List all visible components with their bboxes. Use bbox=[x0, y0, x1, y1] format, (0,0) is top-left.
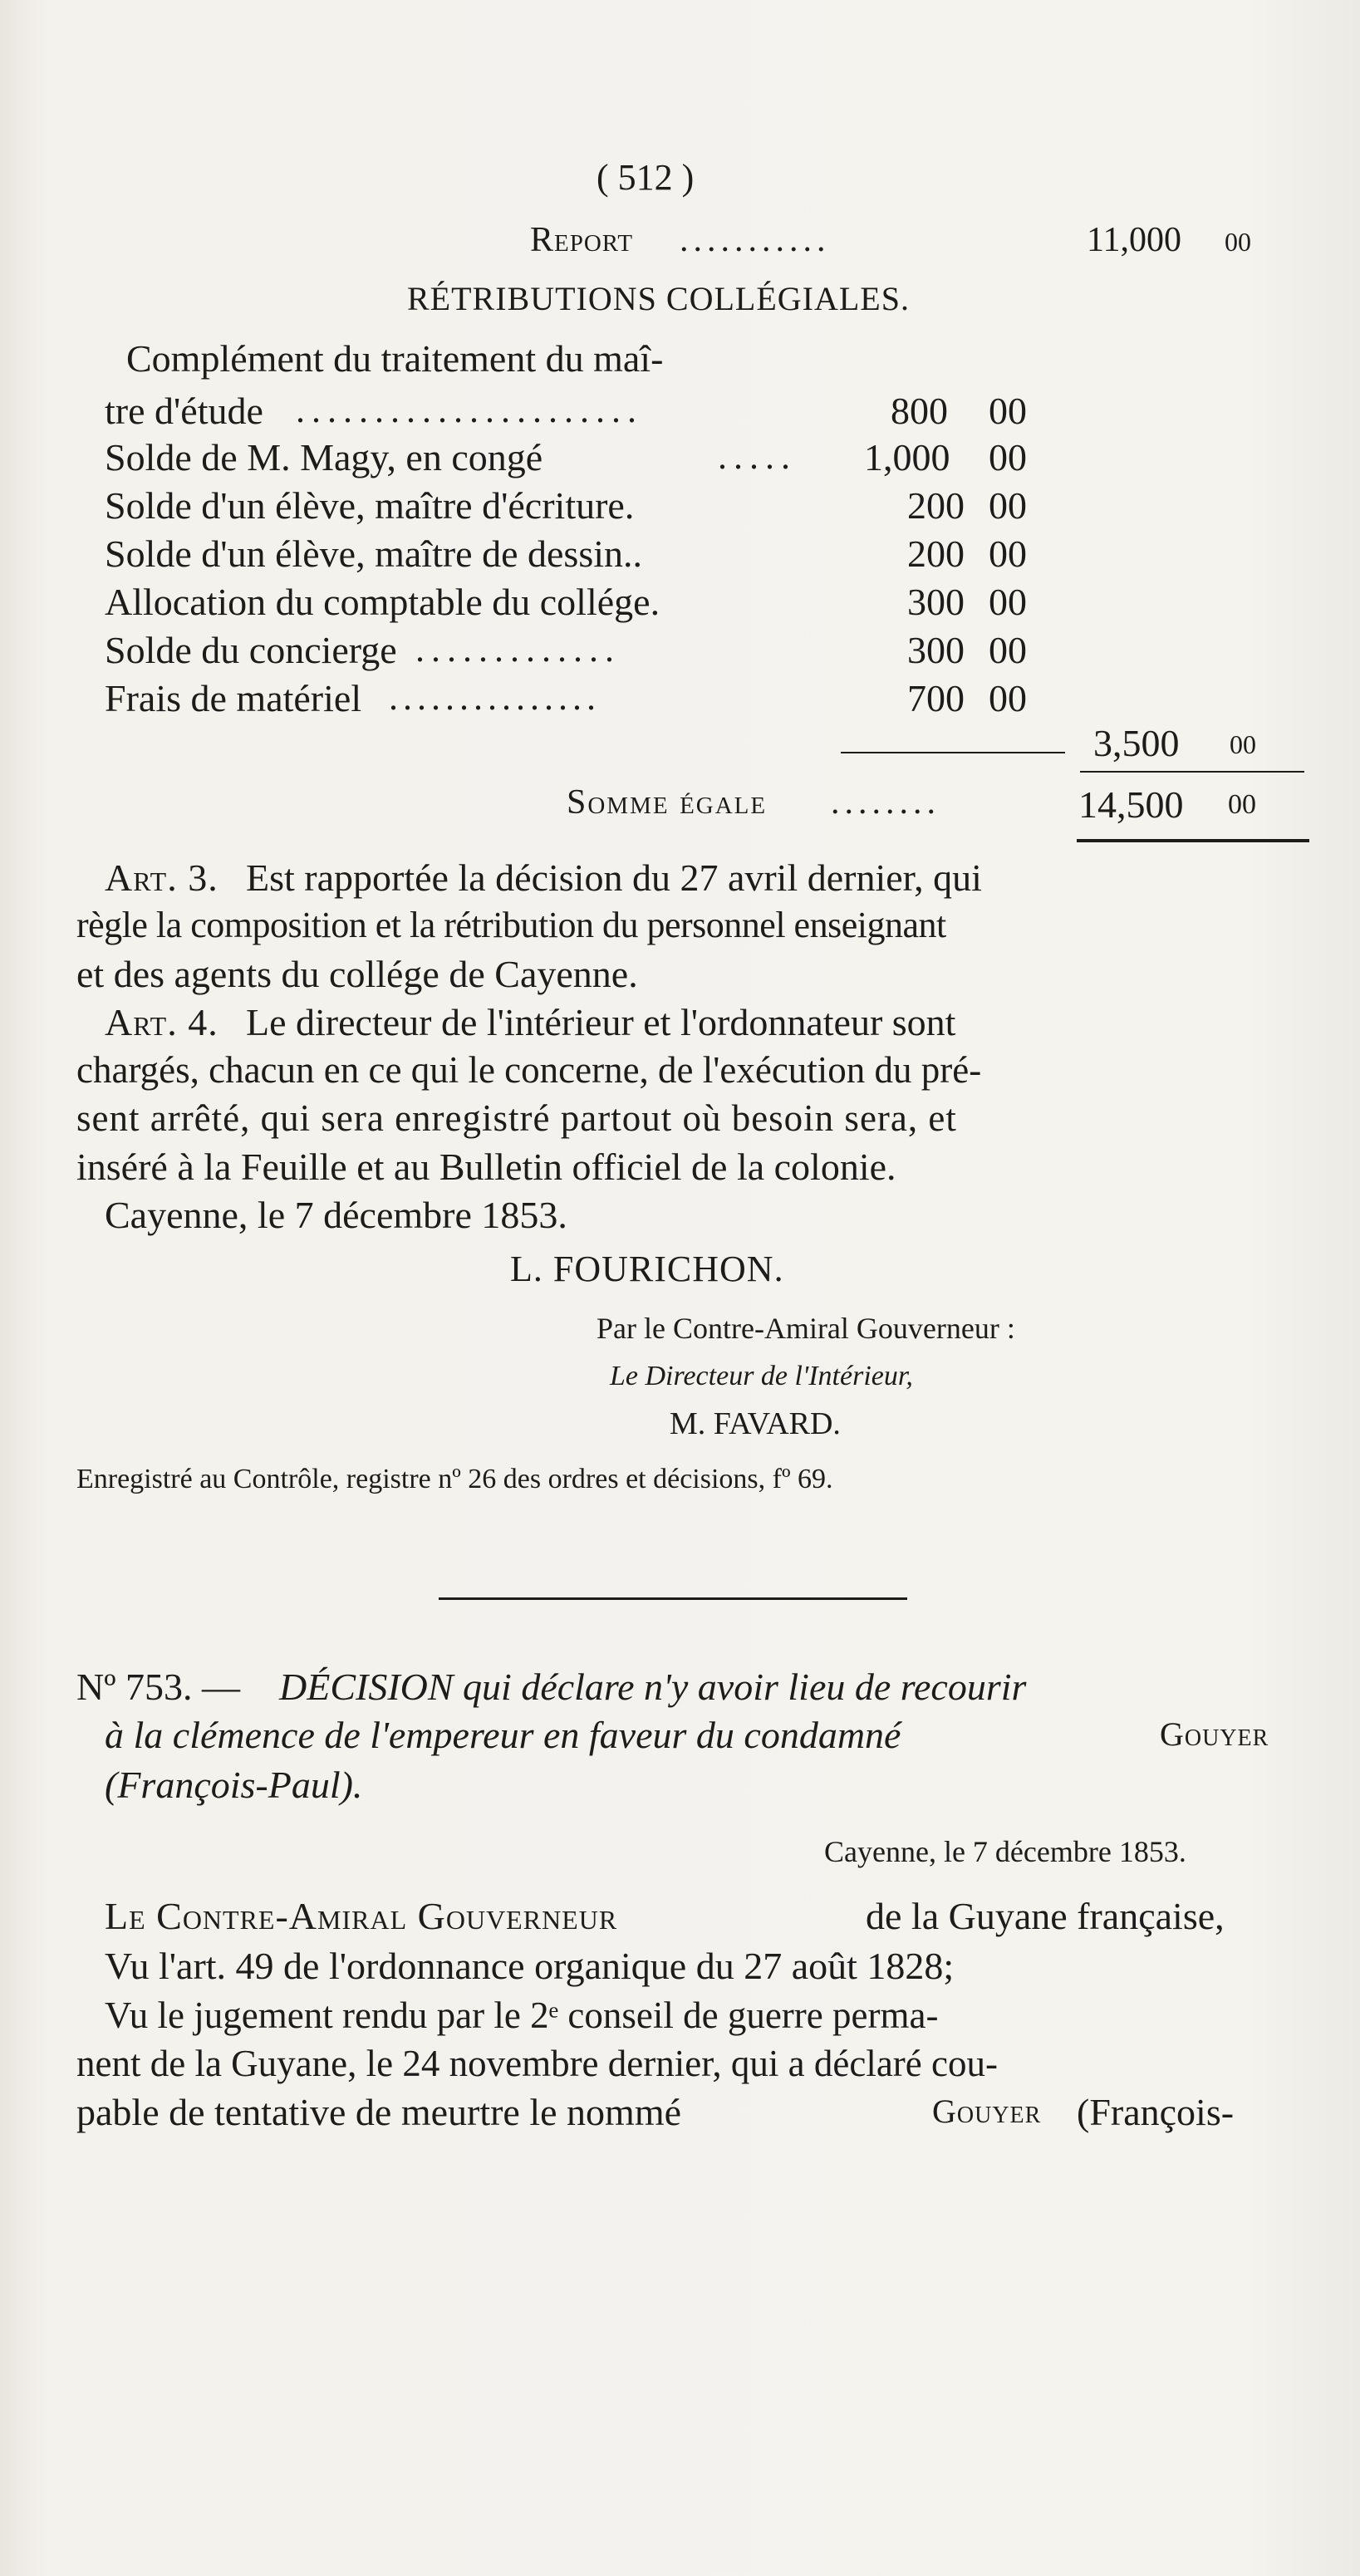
item-leaders: ..... bbox=[718, 436, 797, 477]
item-cents: 00 bbox=[989, 677, 1027, 719]
subtotal-rule bbox=[841, 752, 1065, 753]
article-4-line: sent arrêté, qui sera enregistré partout où besoin sera, et bbox=[76, 1097, 957, 1139]
item-label: Frais de matériel bbox=[105, 677, 362, 719]
by-line: Par le Contre-Amiral Gouverneur : bbox=[597, 1312, 1015, 1345]
article-3-line: et des agents du collége de Cayenne. bbox=[76, 953, 638, 995]
item-leaders: ............. bbox=[415, 629, 621, 670]
item-cents: 00 bbox=[989, 581, 1027, 623]
item-leaders: ...................... bbox=[296, 390, 643, 430]
body-line-end: (François- bbox=[1077, 2091, 1235, 2133]
article-4-line: Le directeur de l'intérieur et l'ordonnateur sont bbox=[246, 1001, 956, 1043]
decision-title-line: à la clémence de l'empereur en faveur du condamné bbox=[105, 1714, 901, 1756]
decision-date: Cayenne, le 7 décembre 1853. bbox=[824, 1835, 1186, 1868]
item-cents: 00 bbox=[989, 484, 1027, 527]
body-name: Gouyer bbox=[932, 2093, 1042, 2130]
section-title: RÉTRIBUTIONS COLLÉGIALES. bbox=[407, 280, 910, 317]
item-amount: 200 bbox=[907, 532, 965, 575]
item-cents: 00 bbox=[989, 532, 1027, 575]
article-3-line: Est rapportée la décision du 27 avril dernier, qui bbox=[246, 856, 982, 899]
item-cents: 00 bbox=[989, 436, 1027, 478]
condemned-name: Gouyer bbox=[1160, 1715, 1269, 1753]
item-amount: 300 bbox=[907, 581, 965, 623]
director-title: Le Directeur de l'Intérieur, bbox=[610, 1361, 913, 1391]
item-label: Complément du traitement du maî- bbox=[126, 337, 664, 380]
subtotal-amount: 3,500 bbox=[1093, 722, 1180, 764]
item-amount: 800 bbox=[891, 390, 948, 432]
governor-title: Le Contre-Amiral Gouverneur bbox=[105, 1895, 618, 1937]
body-line: nent de la Guyane, le 24 novembre dernier, qui a déclaré cou- bbox=[76, 2043, 998, 2084]
body-line: Vu le jugement rendu par le 2ᵉ conseil de guerre perma- bbox=[105, 1995, 939, 2036]
item-amount: 700 bbox=[907, 677, 965, 719]
item-label: tre d'étude bbox=[105, 390, 263, 432]
item-label: Solde d'un élève, maître de dessin.. bbox=[105, 532, 643, 575]
place-date: Cayenne, le 7 décembre 1853. bbox=[105, 1194, 567, 1236]
page-number: ( 512 ) bbox=[597, 157, 695, 198]
item-amount: 300 bbox=[907, 629, 965, 671]
item-label: Allocation du comptable du collége. bbox=[105, 581, 660, 623]
item-amount: 1,000 bbox=[864, 436, 950, 478]
item-label: Solde d'un élève, maître d'écriture. bbox=[105, 484, 635, 527]
item-label: Solde du concierge bbox=[105, 629, 397, 671]
article-4-line: chargés, chacun en ce qui le concerne, de l'exécution du pré- bbox=[76, 1049, 982, 1091]
report-label: Report bbox=[530, 221, 634, 259]
report-leaders: ........... bbox=[680, 221, 831, 259]
item-leaders: ............... bbox=[389, 677, 601, 718]
total-leaders: ........ bbox=[831, 783, 940, 822]
item-cents: 00 bbox=[989, 629, 1027, 671]
total-bottom-rule bbox=[1077, 839, 1309, 842]
body-line: Vu l'art. 49 de l'ordonnance organique du 27 août 1828; bbox=[105, 1945, 955, 1987]
article-3-line: règle la composition et la rétribution du personnel enseignant bbox=[76, 905, 946, 945]
total-amount: 14,500 bbox=[1078, 783, 1184, 826]
decision-title-line: (François-Paul). bbox=[105, 1764, 363, 1806]
section-divider bbox=[439, 1597, 907, 1600]
article-3-label: Art. 3. bbox=[105, 856, 218, 899]
registration-note: Enregistré au Contrôle, registre nº 26 des ordres et décisions, fº 69. bbox=[76, 1464, 833, 1494]
total-top-rule bbox=[1080, 771, 1304, 773]
item-label: Solde de M. Magy, en congé bbox=[105, 436, 543, 478]
total-cents: 00 bbox=[1228, 789, 1256, 820]
decision-number: Nº 753. — bbox=[76, 1666, 240, 1708]
subtotal-cents: 00 bbox=[1230, 729, 1256, 759]
governor-rest: de la Guyane française, bbox=[866, 1895, 1225, 1937]
article-4-label: Art. 4. bbox=[105, 1001, 218, 1043]
director-name: M. FAVARD. bbox=[670, 1406, 841, 1441]
signatory: L. FOURICHON. bbox=[510, 1249, 784, 1289]
item-cents: 00 bbox=[989, 390, 1027, 432]
body-line: pable de tentative de meurtre le nommé bbox=[76, 2091, 682, 2133]
total-label: Somme égale bbox=[567, 783, 768, 822]
item-amount: 200 bbox=[907, 484, 965, 527]
report-cents: 00 bbox=[1225, 227, 1251, 257]
decision-title: DÉCISION qui déclare n'y avoir lieu de recourir bbox=[279, 1666, 1027, 1708]
article-4-line: inséré à la Feuille et au Bulletin officiel de la colonie. bbox=[76, 1146, 896, 1188]
report-amount: 11,000 bbox=[1087, 221, 1181, 259]
